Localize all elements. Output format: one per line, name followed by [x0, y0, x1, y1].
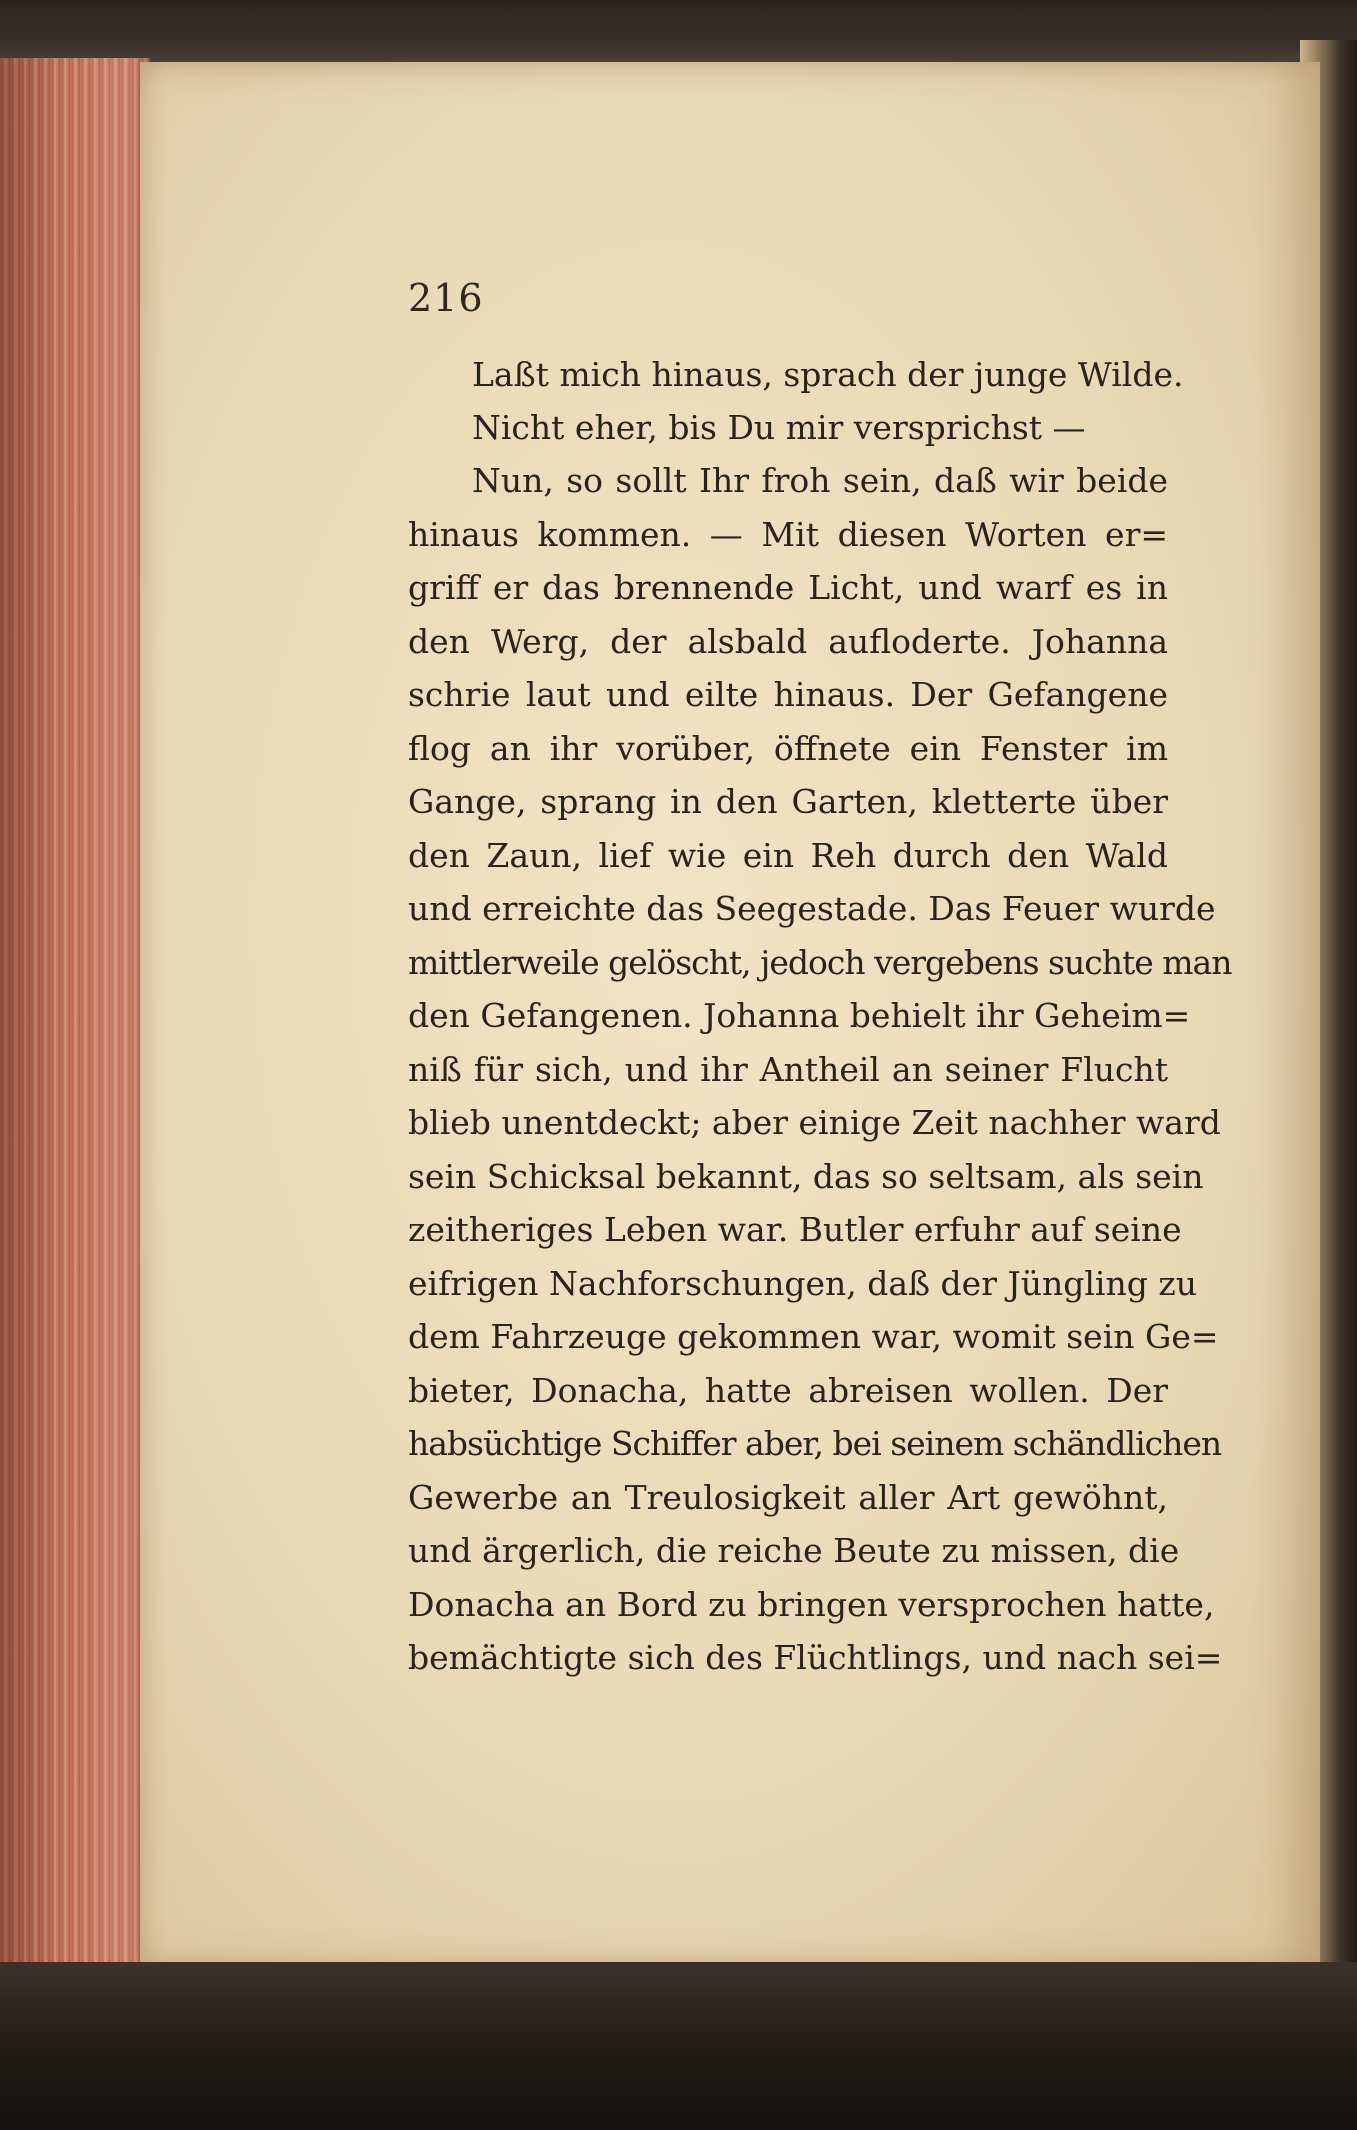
book-cover-bottom: [0, 1962, 1357, 2130]
text-line: bemächtigte sich des Flüchtlings, und nach sei=: [408, 1638, 1223, 1677]
page-number: 216: [408, 276, 484, 320]
text-line: Gange, sprang in den Garten, kletterte über: [408, 782, 1168, 821]
text-line: eifrigen Nachforschungen, daß der Jüngling zu: [408, 1264, 1197, 1303]
text-line: und ärgerlich, die reiche Beute zu missen, die: [408, 1531, 1180, 1570]
text-line: schrie laut und eilte hinaus. Der Gefangene: [408, 675, 1168, 714]
text-line: mittlerweile gelöscht, jedoch vergebens suchte man: [408, 943, 1232, 982]
page-edges-shade: [0, 58, 150, 1968]
text-line: sein Schicksal bekannt, das so seltsam, als sein: [408, 1157, 1204, 1196]
text-line: Donacha an Bord zu bringen versprochen hatte,: [408, 1585, 1215, 1624]
text-line: und erreichte das Seegestade. Das Feuer wurde: [408, 889, 1216, 928]
text-line: niß für sich, und ihr Antheil an seiner Flucht: [408, 1050, 1168, 1089]
text-line: den Zaun, lief wie ein Reh durch den Wald: [408, 836, 1168, 875]
text-line: dem Fahrzeuge gekommen war, womit sein Ge=: [408, 1317, 1219, 1356]
text-line: Laßt mich hinaus, sprach der junge Wilde.: [472, 355, 1184, 394]
text-line: Gewerbe an Treulosigkeit aller Art gewöhnt,: [408, 1478, 1168, 1517]
text-line: griff er das brennende Licht, und warf es in: [408, 568, 1168, 607]
text-line: Nun, so sollt Ihr froh sein, daß wir beide: [472, 461, 1168, 500]
text-line: flog an ihr vorüber, öffnete ein Fenster im: [408, 729, 1168, 768]
text-line: blieb unentdeckt; aber einige Zeit nachher ward: [408, 1103, 1221, 1142]
text-line: habsüchtige Schiffer aber, bei seinem schändlichen: [408, 1424, 1222, 1463]
text-line: den Werg, der alsbald aufloderte. Johanna: [408, 622, 1168, 661]
text-line: bieter, Donacha, hatte abreisen wollen. Der: [408, 1371, 1168, 1410]
book-cover-top: [0, 0, 1357, 62]
text-line: Nicht eher, bis Du mir versprichst —: [472, 408, 1086, 447]
text-line: zeitheriges Leben war. Butler erfuhr auf seine: [408, 1210, 1182, 1249]
text-line: den Gefangenen. Johanna behielt ihr Geheim=: [408, 996, 1191, 1035]
text-line: hinaus kommen. — Mit diesen Worten er=: [408, 515, 1168, 554]
